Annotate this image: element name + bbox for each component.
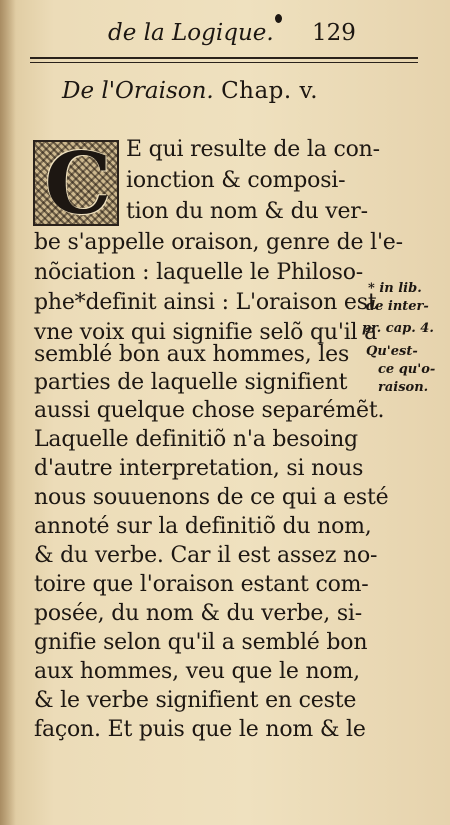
margin-note: * in lib. xyxy=(368,281,422,296)
page-number: 129 xyxy=(312,20,356,46)
text-line: aux hommes, veu que le nom, xyxy=(34,659,360,684)
text-line: & le verbe signifient en ceste xyxy=(34,688,357,713)
header-rule-thin xyxy=(30,62,418,63)
margin-note: raison. xyxy=(378,380,429,395)
text-line: vne voix qui signifie selõ qu'il a xyxy=(34,320,378,345)
initial-letter: C xyxy=(44,140,112,226)
text-line: nõciation : laquelle le Philoso- xyxy=(34,260,363,285)
header-rule xyxy=(30,57,418,59)
text-line: phe*definit ainsi : L'oraison est xyxy=(34,290,377,315)
page-gutter-shadow xyxy=(0,0,16,825)
text-line: parties de laquelle signifient xyxy=(34,370,348,395)
chapter-title: De l'Oraison. xyxy=(62,78,214,104)
text-line: & du verbe. Car il est assez no- xyxy=(34,543,378,568)
text-line: façon. Et puis que le nom & le xyxy=(34,717,366,742)
running-head xyxy=(60,14,400,54)
text-line: E qui resulte de la con- xyxy=(126,137,380,162)
text-line: nous souuenons de ce qui a esté xyxy=(34,485,389,510)
text-line: posée, du nom & du verbe, si- xyxy=(34,601,362,626)
text-line: d'autre interpretation, si nous xyxy=(34,456,364,481)
chapter-label: Chap. v. xyxy=(221,78,319,104)
margin-note: ce qu'o- xyxy=(378,362,436,377)
margin-note: Qu'est- xyxy=(366,344,418,359)
margin-note: de inter- xyxy=(366,299,429,314)
text-line: annoté sur la definitiõ du nom, xyxy=(34,514,372,539)
chapter-heading xyxy=(62,78,318,104)
margin-note: pr. cap. 4. xyxy=(362,321,434,336)
running-head-title: de la Logique. xyxy=(108,20,274,46)
text-line: be s'appelle oraison, genre de l'e- xyxy=(34,230,403,255)
text-line: aussi quelque chose separémẽt. xyxy=(34,398,385,423)
text-line: tion du nom & du ver- xyxy=(126,199,368,224)
ink-spot xyxy=(275,14,282,23)
text-line: semblé bon aux hommes, les xyxy=(34,342,350,367)
text-line: gnifie selon qu'il a semblé bon xyxy=(34,630,368,655)
text-line: ionction & composi- xyxy=(126,168,346,193)
decorated-initial xyxy=(33,140,119,226)
text-line: toire que l'oraison estant com- xyxy=(34,572,369,597)
text-line: Laquelle definitiõ n'a besoing xyxy=(34,427,358,452)
